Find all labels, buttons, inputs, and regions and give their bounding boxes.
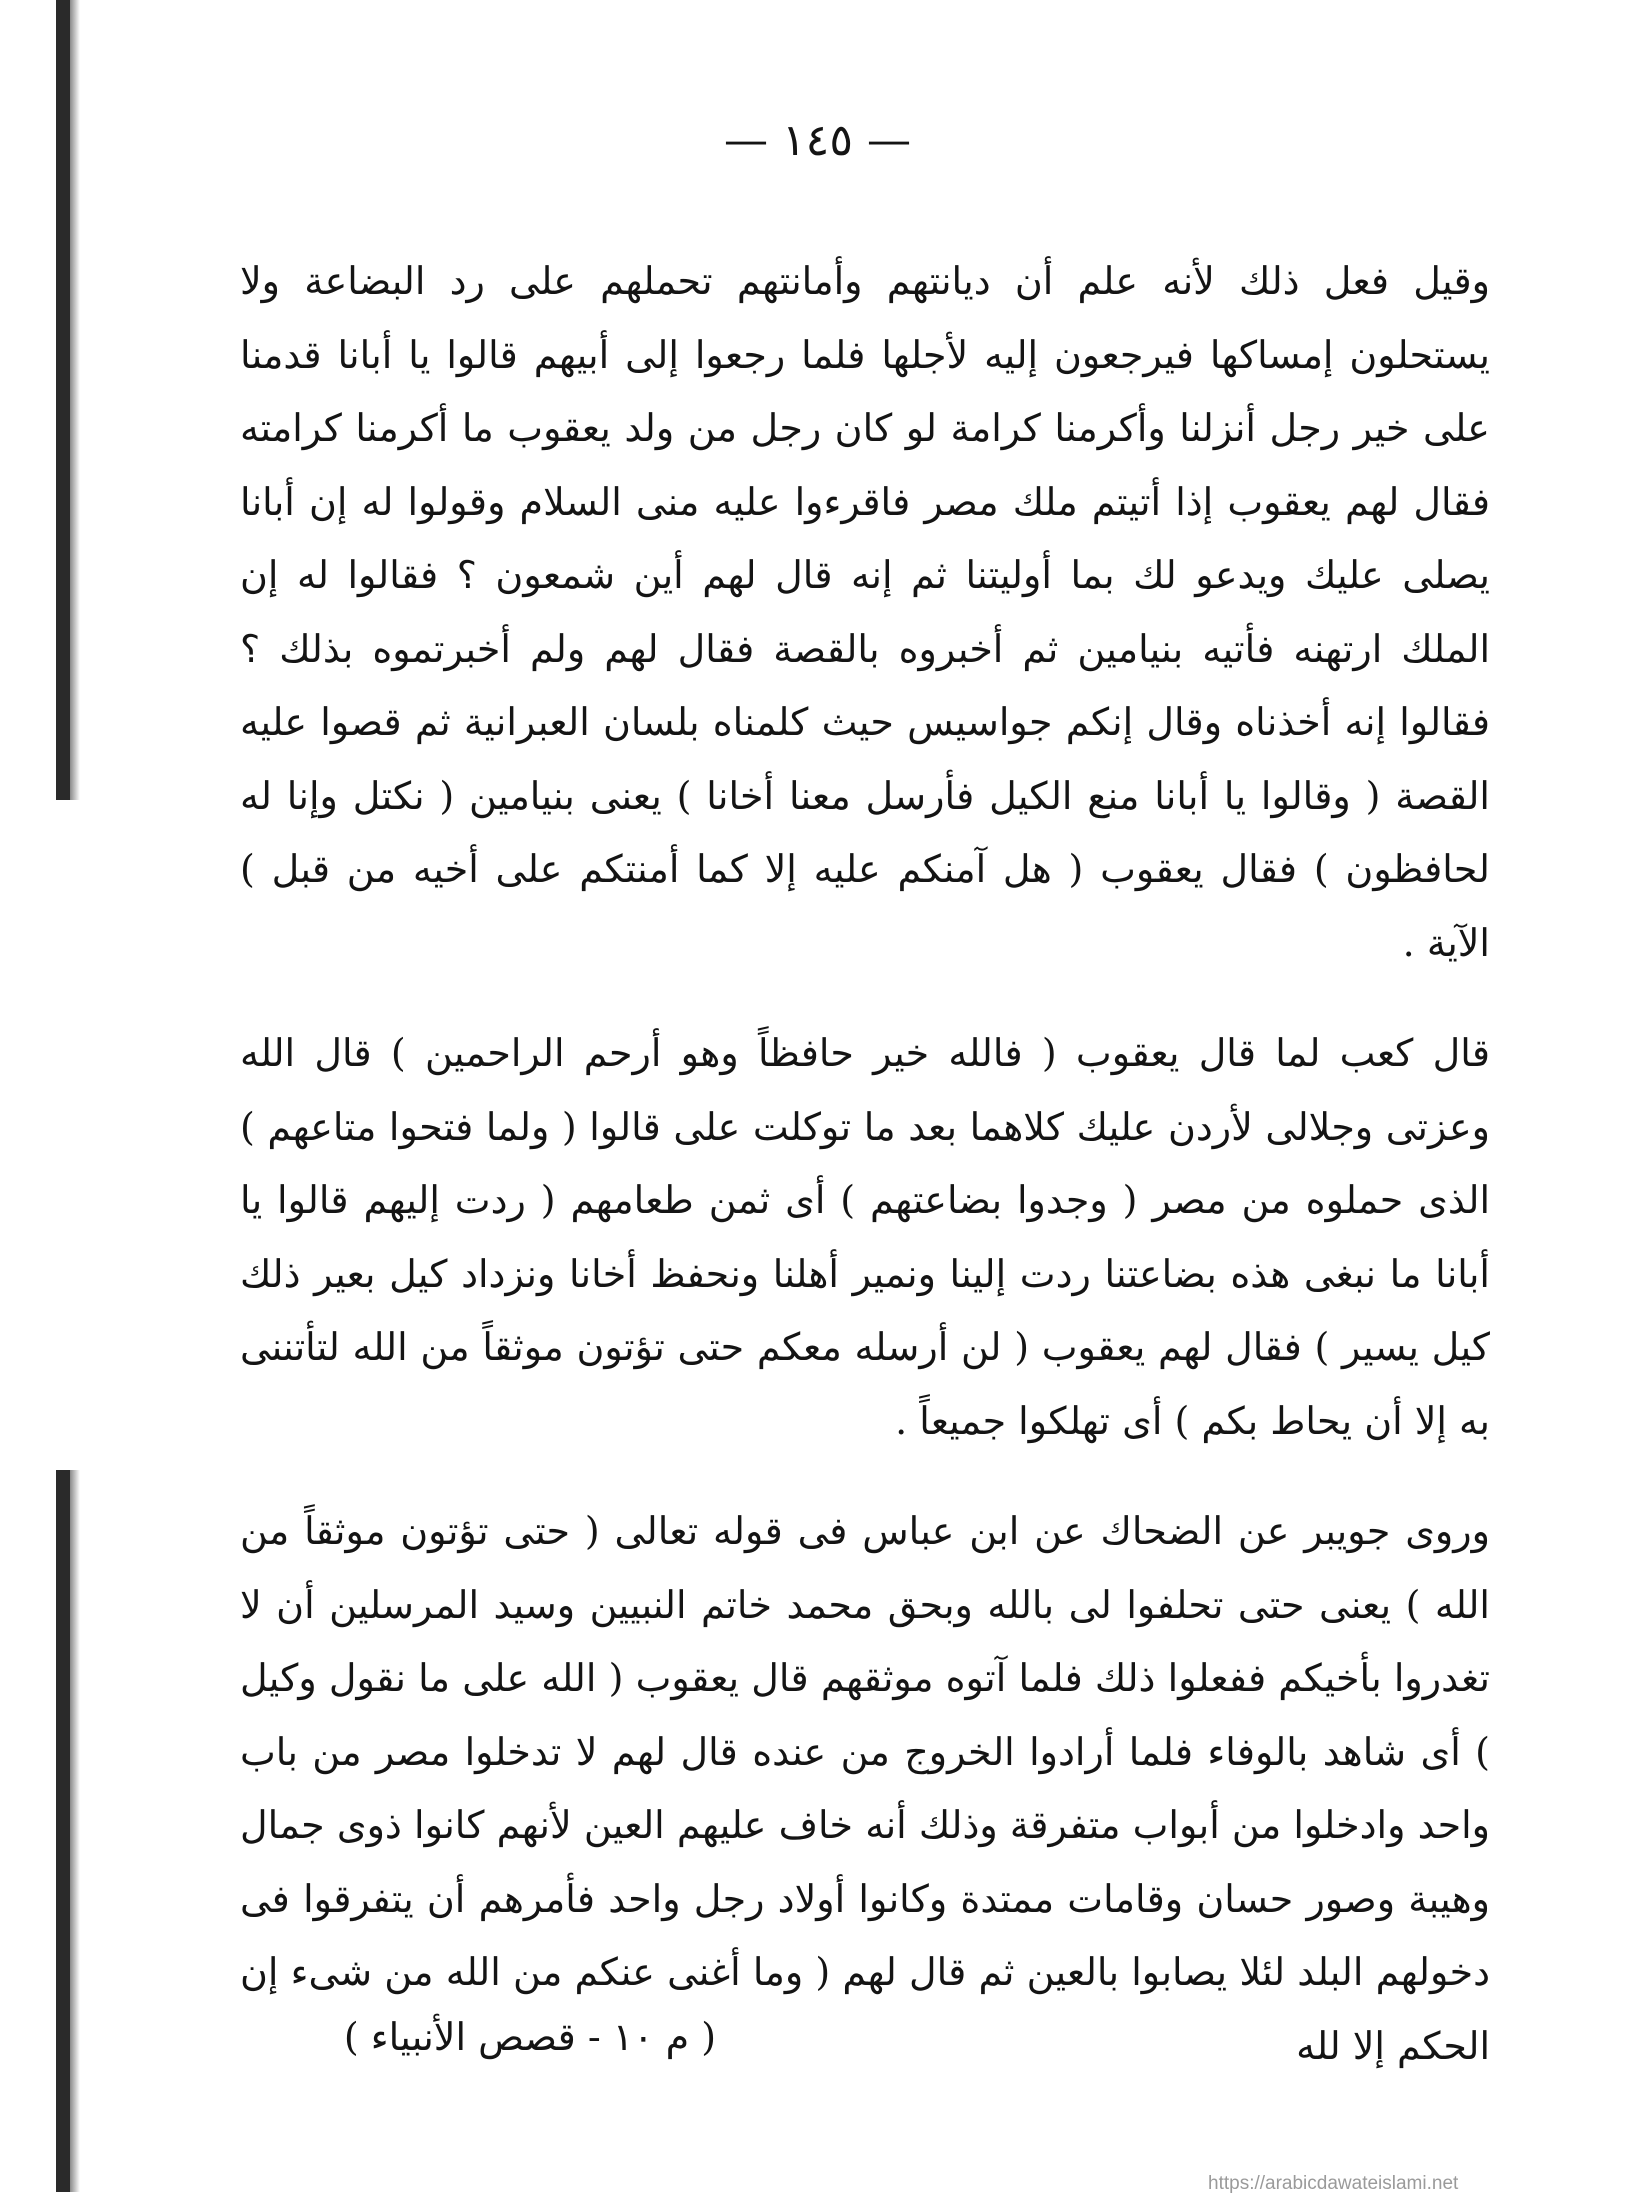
paragraph-1: وقيل فعل ذلك لأنه علم أن ديانتهم وأمانتهم تحملهم على رد البضاعة ولا يستحلون إمساكها فيرجعون إليه لأجلها فلما رجعوا إلى أبيهم قالوا يا أبانا قدمنا على خير رجل أنزلنا وأكرمنا كرامة لو كان رجل من ولد يعقوب ما أكرمنا كرامته فقال لهم يعقوب إذا أتيتم ملك مصر فاقرءوا عليه منى السلام وقولوا له إن أبانا يصلى عليك ويدعو لك بما أوليتنا ثم إنه قال لهم أين شمعون ؟ فقالوا له إن الملك ارتهنه فأتيه بنيامين ثم أخبروه بالقصة فقال لهم ولم أخبرتموه بذلك ؟ فقالوا إنه أخذناه وقال إنكم جواسيس حيث كلمناه بلسان العبرانية ثم قصوا عليه القصة ( وقالوا يا أبانا منع الكيل فأرسل معنا أخانا ) يعنى بنيامين ( نكتل وإنا له لحافظون ) فقال يعقوب ( هل آمنكم عليه إلا كما أمنتكم على أخيه من قبل ) الآية . — [240, 259, 1490, 965]
body-text — [240, 245, 1490, 2083]
paragraph-3: وروى جويبر عن الضحاك عن ابن عباس فى قوله تعالى ( حتى تؤتون موثقاً من الله ) يعنى حتى تحلفوا لى بالله وبحق محمد خاتم النبيين وسيد المرسلين أن لا تغدروا بأخيكم ففعلوا ذلك فلما آتوه موثقهم قال يعقوب ( الله على ما نقول وكيل ) أى شاهد بالوفاء فلما أرادوا الخروج من عنده قال لهم لا تدخلوا مصر من باب واحد وادخلوا من أبواب متفرقة وذلك أنه خاف عليهم العين لأنهم كانوا ذوى جمال وهيبة وصور حسان وقامات ممتدة وكانوا أولاد رجل واحد فأمرهم أن يتفرقوا فى دخولهم البلد لئلا يصابوا بالعين ثم قال لهم ( وما أغنى عنكم من الله من شىء إن الحكم إلا لله — [240, 1509, 1490, 2068]
footer-chapter-note: ( م ١٠ - قصص الأنبياء ) — [343, 2015, 717, 2059]
source-watermark: https://arabicdawateislami.net — [1208, 2173, 1459, 2194]
scan-edge-fade-bottom — [70, 1470, 80, 2192]
scan-edge-shadow-bottom — [56, 1470, 70, 2192]
paragraph-2: قال كعب لما قال يعقوب ( فالله خير حافظاً وهو أرحم الراحمين ) قال الله وعزتى وجلالى لأردن عليك كلاهما بعد ما توكلت على قالوا ( ولما فتحوا متاعهم ) الذى حملوه من مصر ( وجدوا بضاعتهم ) أى ثمن طعامهم ( ردت إليهم قالوا يا أبانا ما نبغى هذه بضاعتنا ردت إلينا ونمير أهلنا ونحفظ أخانا ونزداد كيل بعير ذلك كيل يسير ) فقال لهم يعقوب ( لن أرسله معكم حتى تؤتون موثقاً من الله لتأتننى به إلا أن يحاط بكم ) أى تهلكوا جميعاً . — [240, 1031, 1490, 1443]
page-number: — ١٤٥ — — [724, 115, 911, 166]
